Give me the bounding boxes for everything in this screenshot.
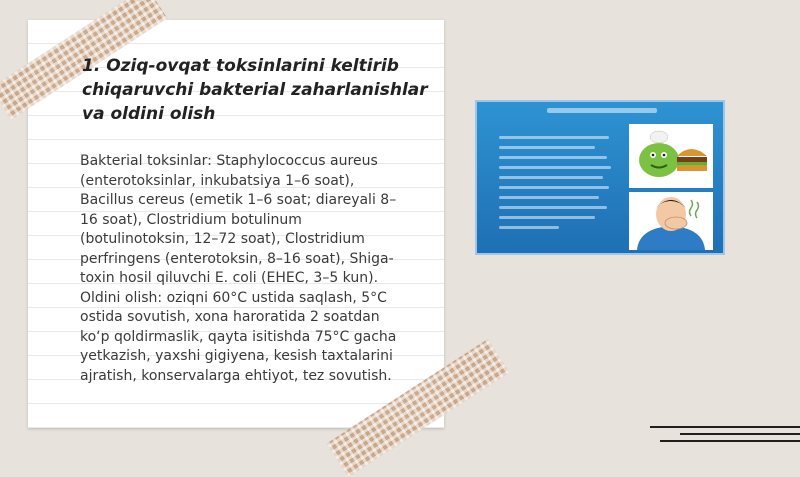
slide-thumbnail xyxy=(475,100,725,255)
slide-title xyxy=(82,54,432,126)
body-line: Bacillus cereus (emetik 1–6 soat; diareyali 8– xyxy=(80,192,397,208)
body-line: Bakterial toksinlar: Staphylococcus aureus xyxy=(80,153,378,169)
body-line: ko‘p qoldirmaslik, qayta isitishda 75°C gacha xyxy=(80,328,397,345)
body-line: perfringens (enterotoksin, 8–16 soat), Shiga- xyxy=(80,250,394,267)
slide-thumbnail-title-bar xyxy=(547,108,657,113)
slide-text-line xyxy=(499,196,599,199)
title-line-2: chiqaruvchi bakterial zaharlanishlar xyxy=(82,80,428,100)
body-line: (botulinotoksin, 12–72 soat), Clostridium xyxy=(80,231,365,247)
decorative-lines xyxy=(650,418,800,448)
slide-text-line xyxy=(499,206,607,209)
slide-text-line xyxy=(499,146,595,149)
slide-text-line xyxy=(499,176,603,179)
slide-text-line xyxy=(499,216,595,219)
slide-text-line xyxy=(499,136,609,139)
body-line: (enterotoksinlar, inkubatsiya 1–6 soat), xyxy=(80,172,355,189)
sick-person-illustration-icon xyxy=(629,192,713,250)
body-line: ajratish, konservalarga ehtiyot, tez sovutish. xyxy=(80,367,392,384)
slide-text-line xyxy=(499,156,607,159)
slide-text-line xyxy=(499,226,559,229)
body-paragraph xyxy=(80,152,420,386)
body-line: 16 soat), Clostridium botulinum xyxy=(80,211,302,228)
slide-text-line xyxy=(499,166,611,169)
title-line-3: va oldini olish xyxy=(82,104,216,124)
slide-text-line xyxy=(499,186,609,189)
title-line-1: 1. Oziq-ovqat toksinlarini keltirib xyxy=(82,56,399,76)
body-line: toxin hosil qiluvchi E. coli (EHEC, 3–5 kun). xyxy=(80,270,379,286)
body-line: yetkazish, yaxshi gigiyena, kesish taxtalarini xyxy=(80,348,393,364)
food-germ-illustration-icon xyxy=(629,124,713,188)
body-line: ostida sovutish, xona haroratida 2 soatdan xyxy=(80,309,380,325)
body-line: Oldini olish: oziqni 60°C ustida saqlash, 5°C xyxy=(80,289,387,306)
